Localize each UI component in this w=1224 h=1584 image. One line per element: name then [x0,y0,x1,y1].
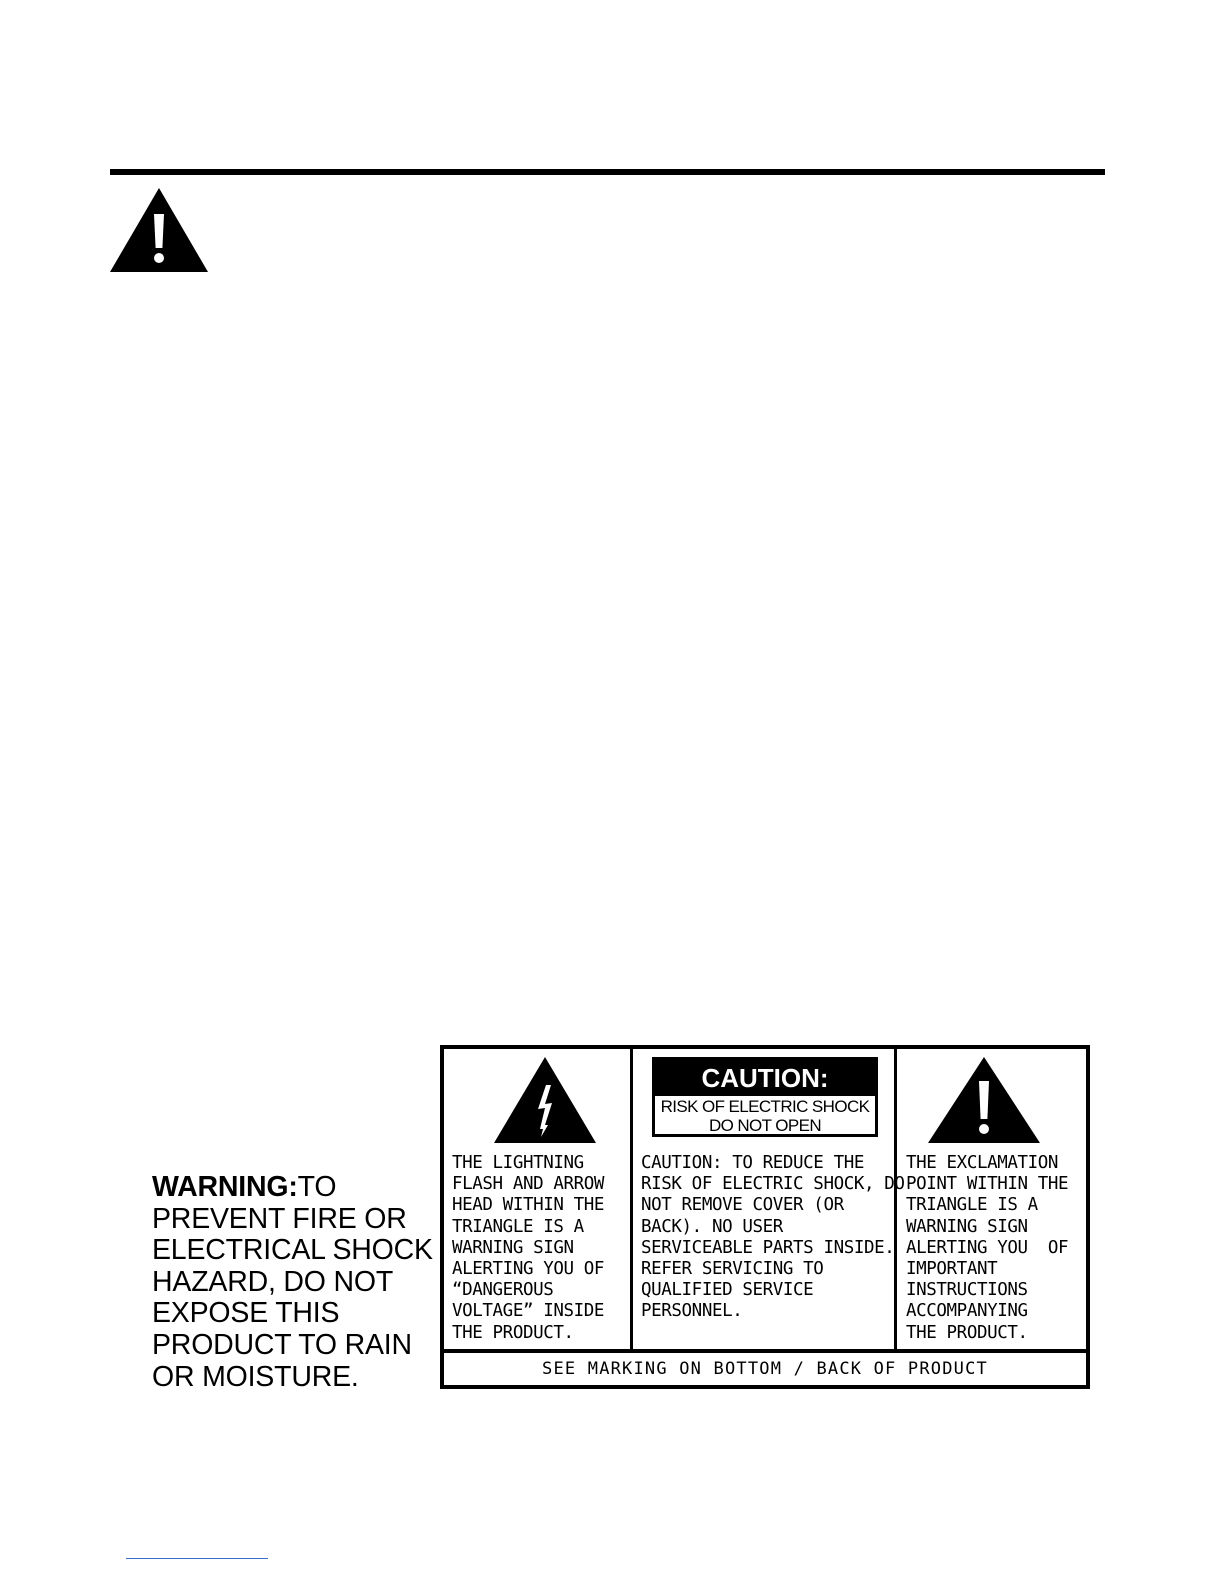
exclamation-triangle-icon [928,1057,1040,1143]
warning-line: EXPOSE THIS [152,1297,340,1330]
warning-line: HAZARD, DO NOT [152,1265,394,1298]
warning-line: TO [297,1171,337,1203]
warning-line: PREVENT FIRE OR [152,1202,407,1235]
warning-line: PRODUCT TO RAIN [152,1328,412,1361]
caution-title-box [652,1057,878,1137]
caution-subtitle-line: DO NOT OPEN [708,1116,822,1135]
warning-text [152,1172,442,1393]
caution-instruction-text: CAUTION: TO REDUCE THE RISK OF ELECTRIC SHOCK, DO NOT REMOVE COVER (OR BACK). NO USER SERVICEABLE PARTS INSIDE. REFER SERVICING TO QUALIFIED SERVICE PERSONNEL. [641,1153,905,1322]
warning-label: WARNING: [152,1171,298,1203]
exclamation-triangle-icon [110,188,208,272]
caution-panels [444,1049,1086,1349]
caution-title: CAUTION: [655,1060,875,1096]
caution-subtitle-line: RISK OF ELECTRIC SHOCK [660,1097,870,1116]
footer-rule [126,1558,268,1559]
warning-line: OR MOISTURE. [152,1360,359,1393]
lightning-triangle-icon [494,1057,596,1143]
caution-subtitle [655,1097,875,1135]
marking-location-text: SEE MARKING ON BOTTOM / BACK OF PRODUCT [542,1359,988,1379]
top-rule [110,169,1105,175]
panel-divider [630,1049,633,1349]
warning-line: ELECTRICAL SHOCK [152,1234,433,1267]
exclamation-explanation-text: THE EXCLAMATION POINT WITHIN THE TRIANGLE IS A WARNING SIGN ALERTING YOU OF IMPORTANT INSTRUCTIONS ACCOMPANYING THE PRODUCT. [906,1153,1069,1343]
lightning-explanation-text: THE LIGHTNING FLASH AND ARROW HEAD WITHIN THE TRIANGLE IS A WARNING SIGN ALERTING YOU OF “DANGEROUS VOLTAGE” INSIDE THE PRODUCT. [452,1153,605,1343]
caution-label-box [440,1045,1090,1389]
